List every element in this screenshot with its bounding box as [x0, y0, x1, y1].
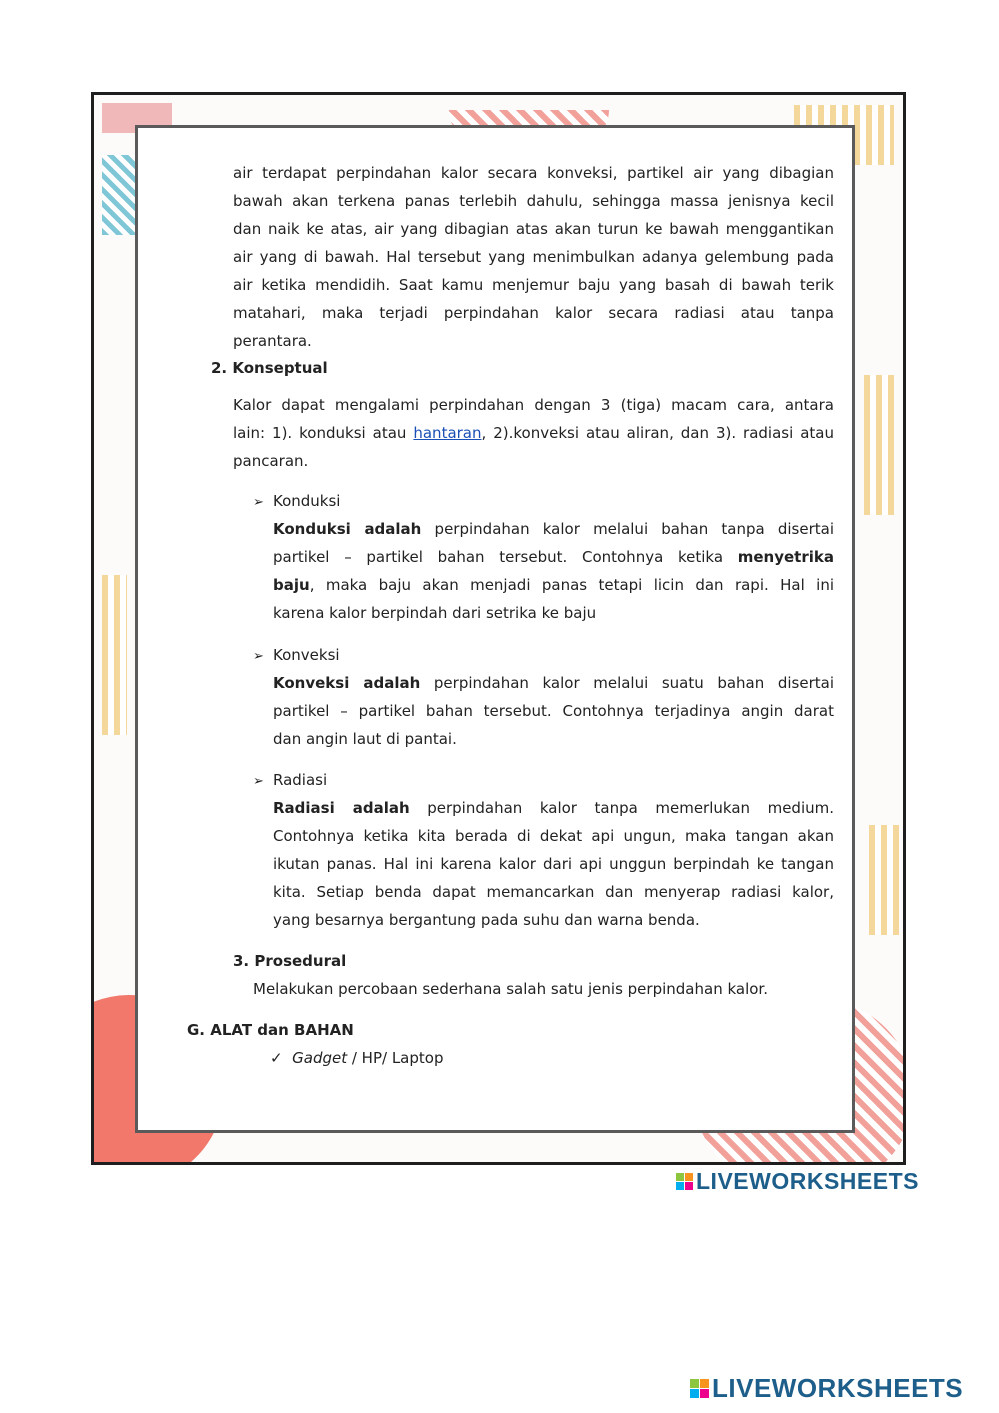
section-2-line: pancaran.: [233, 452, 309, 470]
konduksi-line: [273, 543, 834, 571]
konduksi-bold: menyetrika: [737, 548, 834, 566]
section-3-paragraph: [253, 975, 768, 1003]
hantaran-link[interactable]: hantaran: [413, 424, 482, 442]
radiasi-line: ikutan panas. Hal ini karena kalor dari api unggun berpindah ke tangan: [273, 855, 834, 873]
konduksi-paragraph: [273, 515, 834, 627]
bullet-konduksi: [253, 487, 340, 517]
bullet-konveksi: [253, 641, 340, 671]
intro-line: air ketika mendidih. Saat kamu menjemur baju yang basah di bawah terik: [233, 276, 834, 294]
intro-line: matahari, maka terjadi perpindahan kalor secara radiasi atau tanpa: [233, 304, 834, 322]
liveworksheets-logo-top: [676, 1168, 919, 1195]
konduksi-line: [273, 515, 834, 543]
bullet-label: Konveksi: [273, 646, 340, 664]
konduksi-term: Konduksi adalah: [273, 520, 422, 538]
intro-line: dan naik ke atas, air yang dibagian atas akan turun ke bawah menggantikan: [233, 220, 834, 238]
item-rest: / HP/ Laptop: [347, 1049, 444, 1067]
radiasi-text: perpindahan kalor tanpa memerlukan medium.: [409, 799, 834, 817]
arrow-icon: ➢: [253, 774, 264, 789]
intro-line: bawah akan terkena panas terlebih dahulu, sehingga massa jenisnya kecil: [233, 192, 834, 210]
konduksi-line: karena kalor berpindah dari setrika ke baju: [273, 604, 597, 622]
section-2-title: Konseptual: [232, 359, 328, 377]
konveksi-paragraph: [273, 669, 834, 753]
section-2-text: , 2).konveksi atau aliran, dan 3). radiasi atau: [481, 424, 834, 442]
radiasi-line: yang besarnya bergantung pada suhu dan warna benda.: [273, 911, 700, 929]
radiasi-line: Contohnya ketika kita berada di dekat api ungun, maka tangan akan: [273, 827, 834, 845]
section-2-number: 2.: [211, 359, 228, 377]
bullet-radiasi: [253, 766, 327, 796]
radiasi-line: kita. Setiap benda dapat memancarkan dan menyerap radiasi kalor,: [273, 883, 834, 901]
intro-line: air yang di bawah. Hal tersebut yang menimbulkan adanya gelembung pada: [233, 248, 834, 266]
section-3-heading: [233, 947, 346, 975]
intro-line: air terdapat perpindahan kalor secara konveksi, partikel air yang dibagian: [233, 164, 834, 182]
section-2-paragraph: [233, 391, 834, 475]
arrow-icon: ➢: [253, 649, 264, 664]
arrow-icon: ➢: [253, 495, 264, 510]
logo-grid-icon: [676, 1173, 693, 1190]
section-g-item: [270, 1044, 443, 1072]
intro-paragraph: [233, 159, 834, 355]
section-3-text: Melakukan percobaan sederhana salah satu jenis perpindahan kalor.: [253, 980, 768, 998]
logo-grid-icon: [690, 1379, 709, 1398]
radiasi-line: [273, 794, 834, 822]
konveksi-line: partikel – partikel bahan tersebut. Contohnya terjadinya angin darat: [273, 702, 834, 720]
konveksi-line: [273, 669, 834, 697]
section-3-title: Prosedural: [254, 952, 347, 970]
konduksi-text: , maka baju akan menjadi panas tetapi licin dan rapi. Hal ini: [309, 576, 834, 594]
intro-line: perantara.: [233, 332, 312, 350]
section-2-heading: [211, 354, 328, 382]
konduksi-line: [273, 571, 834, 599]
section-g-heading: G. ALAT dan BAHAN: [187, 1021, 354, 1039]
section-2-text: lain: 1). konduksi atau: [233, 424, 414, 442]
section-2-line: [233, 419, 834, 447]
radiasi-paragraph: [273, 794, 834, 934]
konduksi-bold: baju: [273, 576, 310, 594]
logo-text: LIVEWORKSHEETS: [696, 1168, 919, 1194]
konveksi-text: perpindahan kalor melalui suatu bahan disertai: [420, 674, 834, 692]
radiasi-term: Radiasi adalah: [273, 799, 410, 817]
konduksi-text: partikel – partikel bahan tersebut. Contohnya ketika: [273, 548, 738, 566]
section-3-number: 3.: [233, 952, 250, 970]
konduksi-text: perpindahan kalor melalui bahan tanpa disertai: [421, 520, 834, 538]
bullet-label: Konduksi: [273, 492, 341, 510]
konveksi-line: dan angin laut di pantai.: [273, 730, 457, 748]
section-2-line: Kalor dapat mengalami perpindahan dengan 3 (tiga) macam cara, antara: [233, 396, 834, 414]
bullet-label: Radiasi: [273, 771, 328, 789]
item-gadget: Gadget: [292, 1049, 348, 1067]
konveksi-term: Konveksi adalah: [273, 674, 421, 692]
liveworksheets-logo-bottom: [690, 1373, 963, 1404]
checkmark-icon: ✓: [270, 1049, 283, 1067]
logo-text: LIVEWORKSHEETS: [712, 1373, 964, 1403]
